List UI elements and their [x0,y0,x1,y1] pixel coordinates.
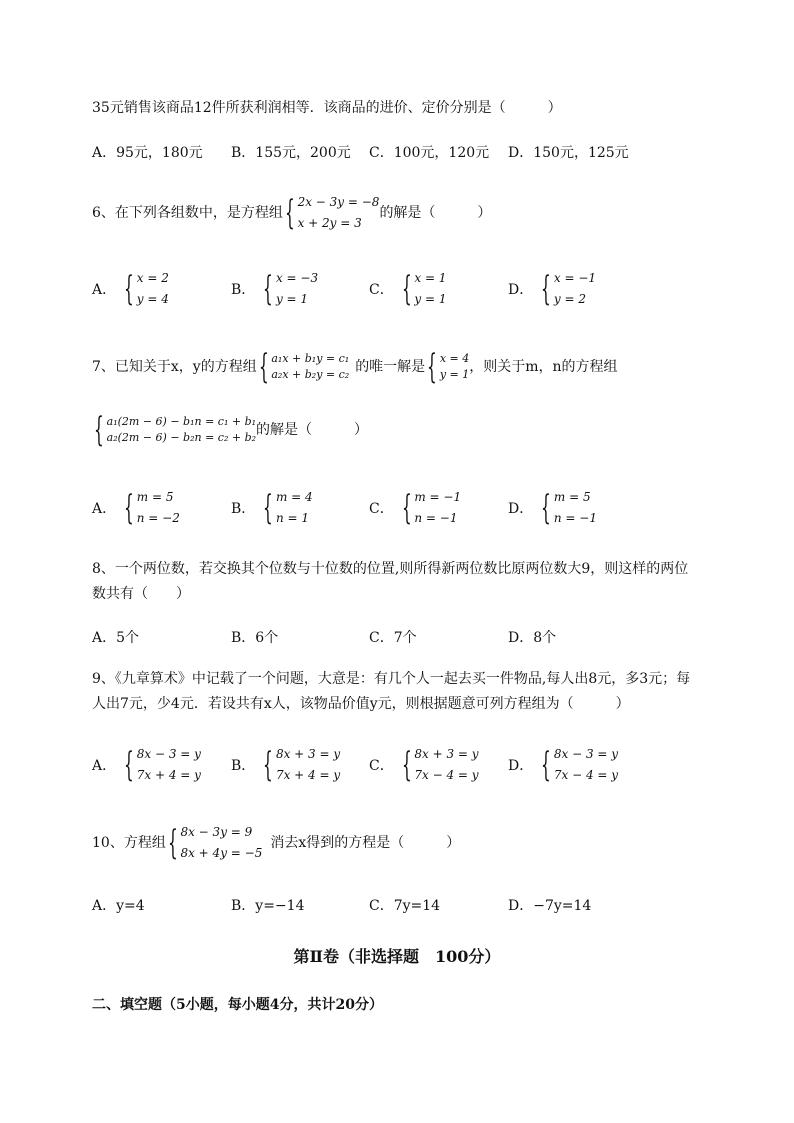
q10-stem [92,822,460,864]
q6-eq2: x + 2y = 3 [297,216,362,230]
brace-icon: { [541,269,551,309]
q7-stem-middle: 的唯一解是 [355,359,426,375]
q7-a-eq1: m = 5 [136,490,174,504]
brace-icon: { [401,488,412,528]
q9-c-eq1: 8x + 3 = y [414,747,479,761]
q10-option-a: A．y=4 [92,898,145,914]
brace-icon: { [124,488,134,528]
q9-stem-line2: 人出7元，少4元．若设共有x人，该物品价值y元，则根据题意可列方程组为（ ） [92,696,630,712]
q7-sys2-eq2: a₂(2m − 6) − b₂n = c₂ + b₂ [106,431,257,444]
q6-a-eq2: y = 4 [136,292,169,306]
q8-option-c: C．7个 [369,630,417,646]
q7-system-2 [92,410,257,450]
q10-stem-before: 10、方程组 [92,835,166,851]
q6-stem [92,192,491,234]
q9-b-eq1: 8x + 3 = y [275,747,341,761]
q10-option-d: D．−7y=14 [508,898,592,914]
section-fill-in-blank: 二、填空题（5小题，每小题4分，共计20分） [92,997,383,1013]
q5-option-b: B．155元，200元 [231,145,351,161]
brace-icon: { [401,745,412,785]
q7-b-eq2: n = 1 [275,511,309,525]
q8-options [92,627,712,647]
q7-stem-2 [92,408,368,452]
q9-d-eq1: 8x − 3 = y [553,747,619,761]
q10-eq2: 8x + 4y = −5 [180,846,263,860]
q7-options [92,487,712,531]
q6-b-eq1: x = −3 [275,271,319,285]
q6-stem-after: 的解是（ ） [379,205,492,221]
q6-option-c: C． { x = 1 y = 1 [369,269,447,309]
q7-sol-eq2: y = 1 [439,368,470,381]
q10-system [166,822,263,864]
q7-sys2-eq1: a₁(2m − 6) − b₁n = c₁ + b₁ [106,415,257,428]
brace-icon: { [263,488,273,528]
q7-option-d: D． { m = 5 n = −1 [508,488,597,528]
q7-b-eq1: m = 4 [275,490,313,504]
brace-icon: { [167,823,178,863]
q9-option-a: A． { 8x − 3 = y 7x + 4 = y [92,745,201,785]
q7-sys1-eq2: a₂x + b₂y = c₂ [271,368,350,381]
q7-option-b: B． { m = 4 n = 1 [231,488,313,528]
q6-c-eq1: x = 1 [414,271,447,285]
q8-option-a: A．5个 [92,630,140,646]
q7-stem-after: ，则关于m，n的方程组 [469,359,618,375]
q6-option-a: A． { x = 2 y = 4 [92,269,169,309]
q5-option-a: A．95元，180元 [92,145,203,161]
brace-icon: { [263,745,273,785]
q7-stem-before: 7、已知关于x，y的方程组 [92,359,257,375]
brace-icon: { [541,488,551,528]
q9-c-eq2: 7x − 4 = y [414,768,479,782]
q7-d-eq2: n = −1 [553,511,597,525]
q9-option-d: D． { 8x − 3 = y 7x − 4 = y [508,745,619,785]
q6-option-b: B． { x = −3 y = 1 [231,269,319,309]
q7-sys1-eq1: a₁x + b₁y = c₁ [271,352,350,365]
brace-icon: { [284,193,295,233]
q10-option-c: C．7y=14 [369,898,441,914]
q6-d-eq2: y = 2 [553,292,586,306]
q7-system-1 [257,347,350,387]
q9-option-c: C． { 8x + 3 = y 7x − 4 = y [369,745,479,785]
q10-options [92,895,712,915]
q7-d-eq1: m = 5 [553,490,591,504]
q10-option-b: B．y=−14 [231,898,305,914]
q6-options [92,268,712,312]
q9-a-eq1: 8x − 3 = y [136,747,201,761]
q7-sol-eq1: x = 4 [439,352,470,365]
q7-stem-2-after: 的解是（ ） [256,422,369,438]
q7-c-eq2: n = −1 [414,511,458,525]
q9-stem-line1: 9、《九章算术》中记载了一个问题，大意是：有几个人一起去买一件物品,每人出8元，多3元；每 [92,671,691,687]
q6-d-eq1: x = −1 [553,271,597,285]
brace-icon: { [427,347,437,387]
part2-title: 第Ⅱ卷（非选择题 100分） [293,947,501,966]
q7-option-c: C． { m = −1 n = −1 [369,488,462,528]
q5-option-c: C．100元，120元 [369,145,490,161]
q10-eq1: 8x − 3y = 9 [180,825,253,839]
brace-icon: { [541,745,551,785]
brace-icon: { [93,410,104,450]
q7-a-eq2: n = −2 [136,511,180,525]
q6-option-d: D． { x = −1 y = 2 [508,269,597,309]
q8-stem-line2: 数共有（ ） [92,586,190,602]
q6-c-eq2: y = 1 [414,292,447,306]
brace-icon: { [258,347,269,387]
q6-stem-before: 6、在下列各组数中，是方程组 [92,205,283,221]
q5-option-d: D．150元，125元 [508,145,629,161]
q8-stem-line1: 8、一个两位数，若交换其个位数与十位数的位置,则所得新两位数比原两位数大9，则这样的两位 [92,561,689,577]
q6-system [283,192,380,234]
q6-a-eq1: x = 2 [136,271,169,285]
q7-c-eq1: m = −1 [414,490,462,504]
q8-option-b: B．6个 [231,630,279,646]
q7-solution [425,347,470,387]
q7-option-a: A． { m = 5 n = −2 [92,488,180,528]
q9-options [92,744,712,788]
q9-d-eq2: 7x − 4 = y [553,768,619,782]
brace-icon: { [401,269,412,309]
brace-icon: { [124,269,134,309]
brace-icon: { [263,269,273,309]
q6-b-eq2: y = 1 [275,292,309,306]
q9-a-eq2: 7x + 4 = y [136,768,201,782]
q7-stem [92,346,618,388]
q9-b-eq2: 7x + 4 = y [275,768,341,782]
q9-option-b: B． { 8x + 3 = y 7x + 4 = y [231,745,341,785]
q5-stem: 35元销售该商品12件所获利润相等．该商品的进价、定价分别是（ ） [92,100,562,116]
q10-stem-after: 消去x得到的方程是（ ） [270,835,461,851]
q6-eq1: 2x − 3y = −8 [297,195,380,209]
q5-options [92,142,712,162]
q8-option-d: D．8个 [508,630,557,646]
brace-icon: { [124,745,134,785]
